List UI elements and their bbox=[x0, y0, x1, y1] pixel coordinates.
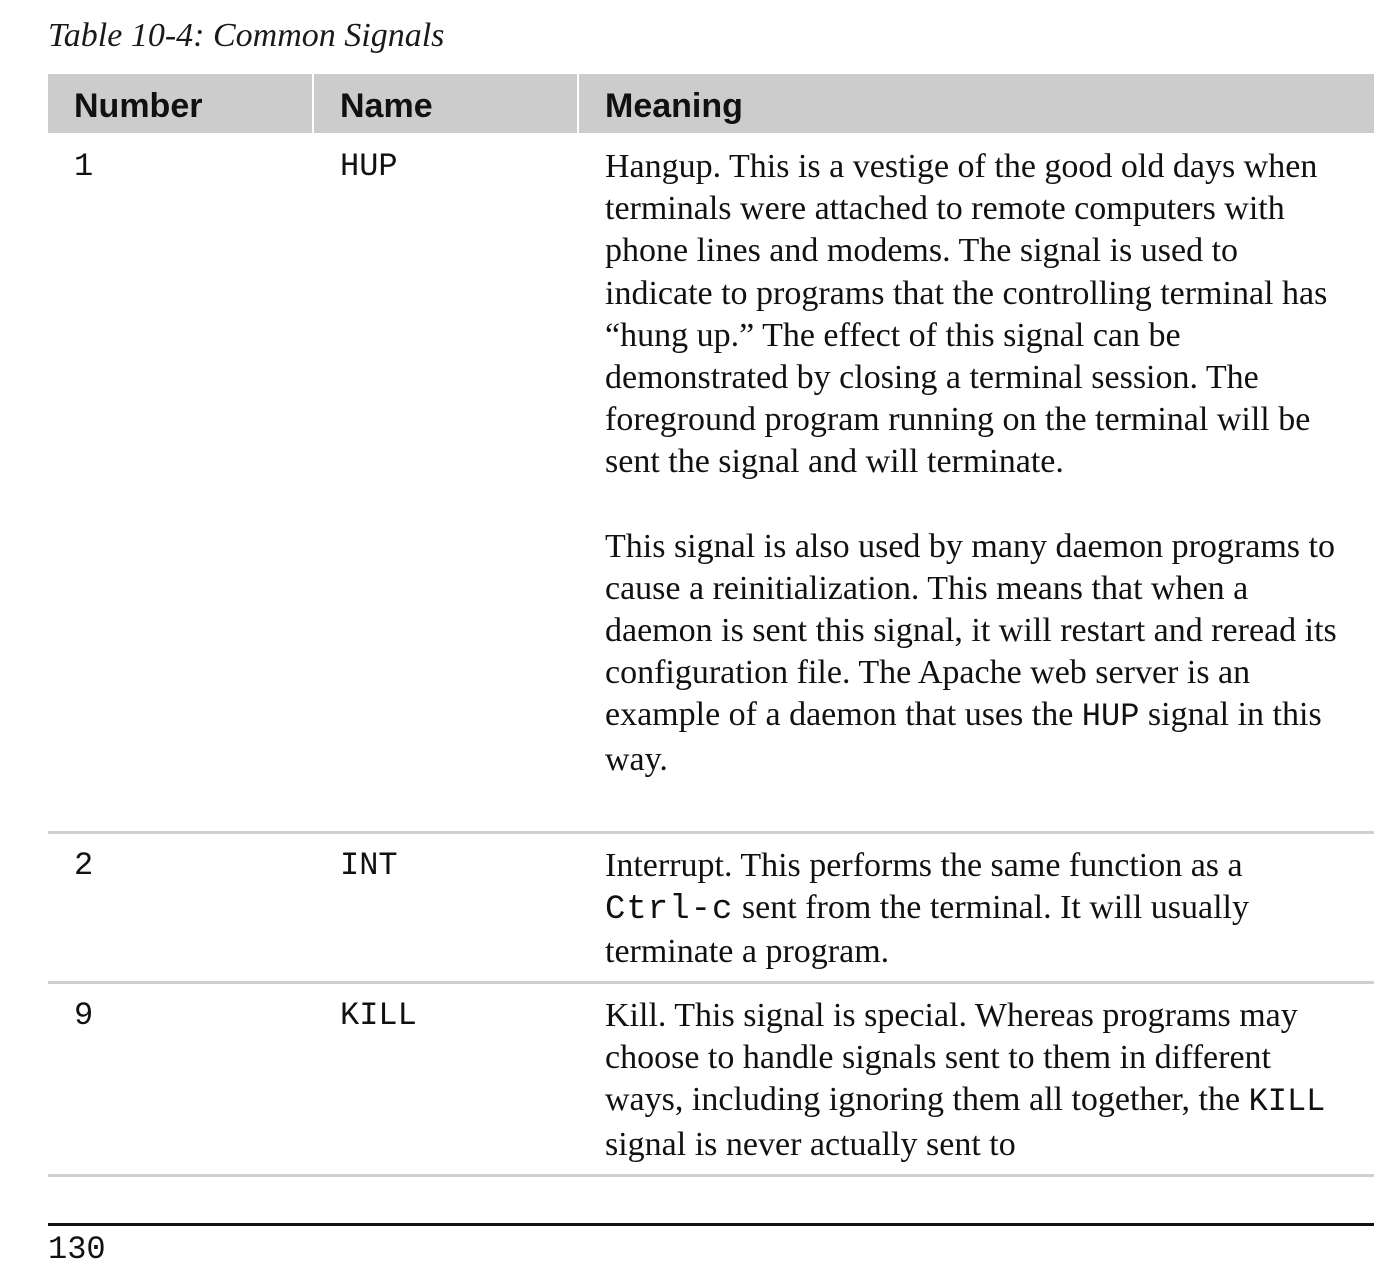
signal-number: 2 bbox=[74, 847, 94, 884]
table-row bbox=[48, 984, 1374, 1177]
meaning-paragraph: Hangup. This is a vestige of the good old days when terminals were attached to remote computers with phone lines and modems. The signal is used to indicate to programs that the controlling terminal has “hung up.” The effect of this signal can be demonstrated by closing a terminal session. The foreground program running on the terminal will be sent the signal and will terminate. bbox=[605, 148, 1328, 481]
meaning-text: Kill. This signal is special. Whereas programs may choose to handle signals sent to them in different ways, including ignoring them all together, the bbox=[605, 997, 1298, 1119]
meaning-paragraph bbox=[605, 845, 1354, 974]
header-name: Name bbox=[314, 74, 577, 133]
meaning-text: sent from the terminal. It will usually terminate a program. bbox=[605, 889, 1249, 971]
table-header-row bbox=[48, 74, 1374, 133]
meaning-text: signal is never actually sent to bbox=[605, 1125, 1016, 1163]
meaning-text: signal in this way. bbox=[605, 696, 1322, 778]
table-row bbox=[48, 133, 1374, 834]
signal-name: HUP bbox=[340, 148, 398, 185]
table-caption: Table 10-4: Common Signals bbox=[48, 17, 445, 54]
footer-divider bbox=[48, 1223, 1374, 1226]
signal-name: INT bbox=[340, 847, 398, 884]
meaning-paragraph bbox=[605, 526, 1354, 781]
header-meaning: Meaning bbox=[579, 74, 1374, 133]
inline-code: HUP bbox=[1081, 698, 1140, 736]
signal-name: KILL bbox=[340, 997, 417, 1034]
inline-code: Ctrl-c bbox=[605, 891, 734, 930]
meaning-text: This signal is also used by many daemon programs to cause a reinitialization. This means that when a daemon is sent this signal, it will restart and reread its configuration file. The Apache web server is an example of a daemon that uses the bbox=[605, 527, 1337, 734]
page-number: 130 bbox=[48, 1231, 106, 1268]
table-row bbox=[48, 834, 1374, 984]
signal-meaning bbox=[579, 834, 1374, 981]
meaning-paragraph bbox=[605, 995, 1354, 1166]
meaning-text: Interrupt. This performs the same function as a bbox=[605, 847, 1243, 884]
signal-meaning bbox=[579, 984, 1374, 1174]
signal-number: 9 bbox=[74, 997, 94, 1034]
signal-number: 1 bbox=[74, 148, 94, 185]
signal-meaning bbox=[579, 133, 1374, 831]
signals-table bbox=[48, 74, 1374, 1177]
header-number: Number bbox=[48, 74, 312, 133]
inline-code: KILL bbox=[1248, 1083, 1326, 1121]
